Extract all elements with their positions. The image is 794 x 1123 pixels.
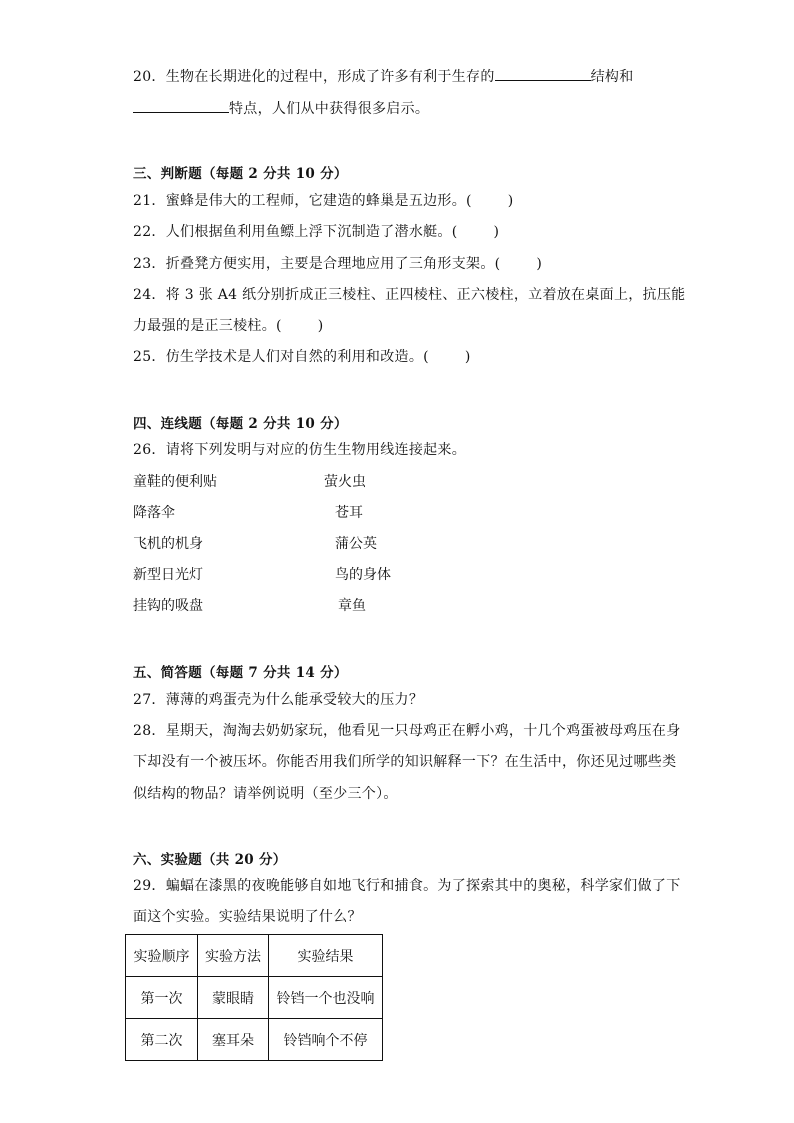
question-24-text: 力最强的是正三棱柱。( [133, 318, 282, 334]
question-25-text: 25．仿生学技术是人们对自然的利用和改造。( [133, 349, 429, 365]
table-header-cell: 实验结果 [269, 935, 383, 977]
table-header-row [126, 935, 383, 977]
question-23 [133, 254, 542, 274]
question-20-line-1 [133, 66, 634, 87]
question-27: 27．薄薄的鸡蛋壳为什么能承受较大的压力？ [133, 692, 424, 708]
invention-item[interactable]: 降落伞 [133, 505, 175, 521]
organism-item[interactable]: 萤火虫 [324, 474, 366, 490]
question-24-line-1: 24．将 3 张 A4 纸分别折成正三棱柱、正四棱柱、正六棱柱，立着放在桌面上，抗压能 [133, 287, 686, 303]
table-cell: 铃铛一个也没响 [269, 977, 383, 1019]
question-22-text: 22．人们根据鱼利用鱼鳔上浮下沉制造了潜水艇。( [133, 224, 458, 240]
question-25 [133, 347, 471, 367]
table-cell: 蒙眼睛 [198, 977, 269, 1019]
answer-blank-1[interactable] [495, 66, 591, 81]
table-cell: 第一次 [126, 977, 198, 1019]
answer-blank-2[interactable] [133, 98, 229, 113]
question-28-line-3: 似结构的物品？请举例说明（至少三个）。 [133, 786, 398, 802]
answer-paren-22[interactable]: ) [493, 224, 500, 240]
question-28-line-1: 28．星期天，淘淘去奶奶家玩，他看见一只母鸡正在孵小鸡，十几个鸡蛋被母鸡压在身 [133, 723, 681, 739]
organism-item[interactable]: 蒲公英 [335, 536, 377, 552]
question-22 [133, 222, 499, 242]
question-20-text-1: 20．生物在长期进化的过程中，形成了许多有利于生存的 [133, 69, 495, 85]
section-5-heading: 五、简答题（每题 7 分共 14 分） [133, 665, 348, 681]
section-4-heading: 四、连线题（每题 2 分共 10 分） [133, 416, 348, 432]
table-cell: 铃铛响个不停 [269, 1019, 383, 1061]
question-26: 26．请将下列发明与对应的仿生生物用线连接起来。 [133, 442, 467, 458]
question-29-line-1: 29．蝙蝠在漆黑的夜晚能够自如地飞行和捕食。为了探索其中的奥秘，科学家们做了下 [133, 878, 681, 894]
table-row [126, 977, 383, 1019]
experiment-table [125, 934, 383, 1061]
organism-item[interactable]: 鸟的身体 [335, 567, 391, 583]
invention-item[interactable]: 飞机的机身 [133, 536, 203, 552]
table-cell: 第二次 [126, 1019, 198, 1061]
invention-item[interactable]: 挂钩的吸盘 [133, 598, 203, 614]
answer-paren-23[interactable]: ) [536, 256, 543, 272]
table-header-cell: 实验顺序 [126, 935, 198, 977]
table-row [126, 1019, 383, 1061]
question-28-line-2: 下却没有一个被压坏。你能否用我们所学的知识解释一下？在生活中，你还见过哪些类 [133, 754, 677, 770]
answer-paren-21[interactable]: ) [507, 193, 514, 209]
question-20-text-3: 特点，人们从中获得很多启示。 [229, 101, 430, 117]
question-21-text: 21．蜜蜂是伟大的工程师，它建造的蜂巢是五边形。( [133, 193, 472, 209]
question-21 [133, 191, 514, 211]
invention-item[interactable]: 新型日光灯 [133, 567, 203, 583]
section-6-heading: 六、实验题（共 20 分） [133, 852, 287, 868]
organism-item[interactable]: 苍耳 [335, 505, 363, 521]
question-20-line-2 [133, 98, 429, 119]
question-24-line-2 [133, 316, 324, 336]
table-header-cell: 实验方法 [198, 935, 269, 977]
section-3-heading: 三、判断题（每题 2 分共 10 分） [133, 166, 348, 182]
answer-paren-25[interactable]: ) [464, 349, 471, 365]
answer-paren-24[interactable]: ) [317, 318, 324, 334]
table-cell: 塞耳朵 [198, 1019, 269, 1061]
invention-item[interactable]: 童鞋的便利贴 [133, 474, 217, 490]
question-29-line-2: 面这个实验。实验结果说明了什么？ [133, 909, 362, 925]
organism-item[interactable]: 章鱼 [338, 598, 366, 614]
question-20-text-2: 结构和 [590, 69, 634, 85]
question-23-text: 23．折叠凳方便实用，主要是合理地应用了三角形支架。( [133, 256, 501, 272]
